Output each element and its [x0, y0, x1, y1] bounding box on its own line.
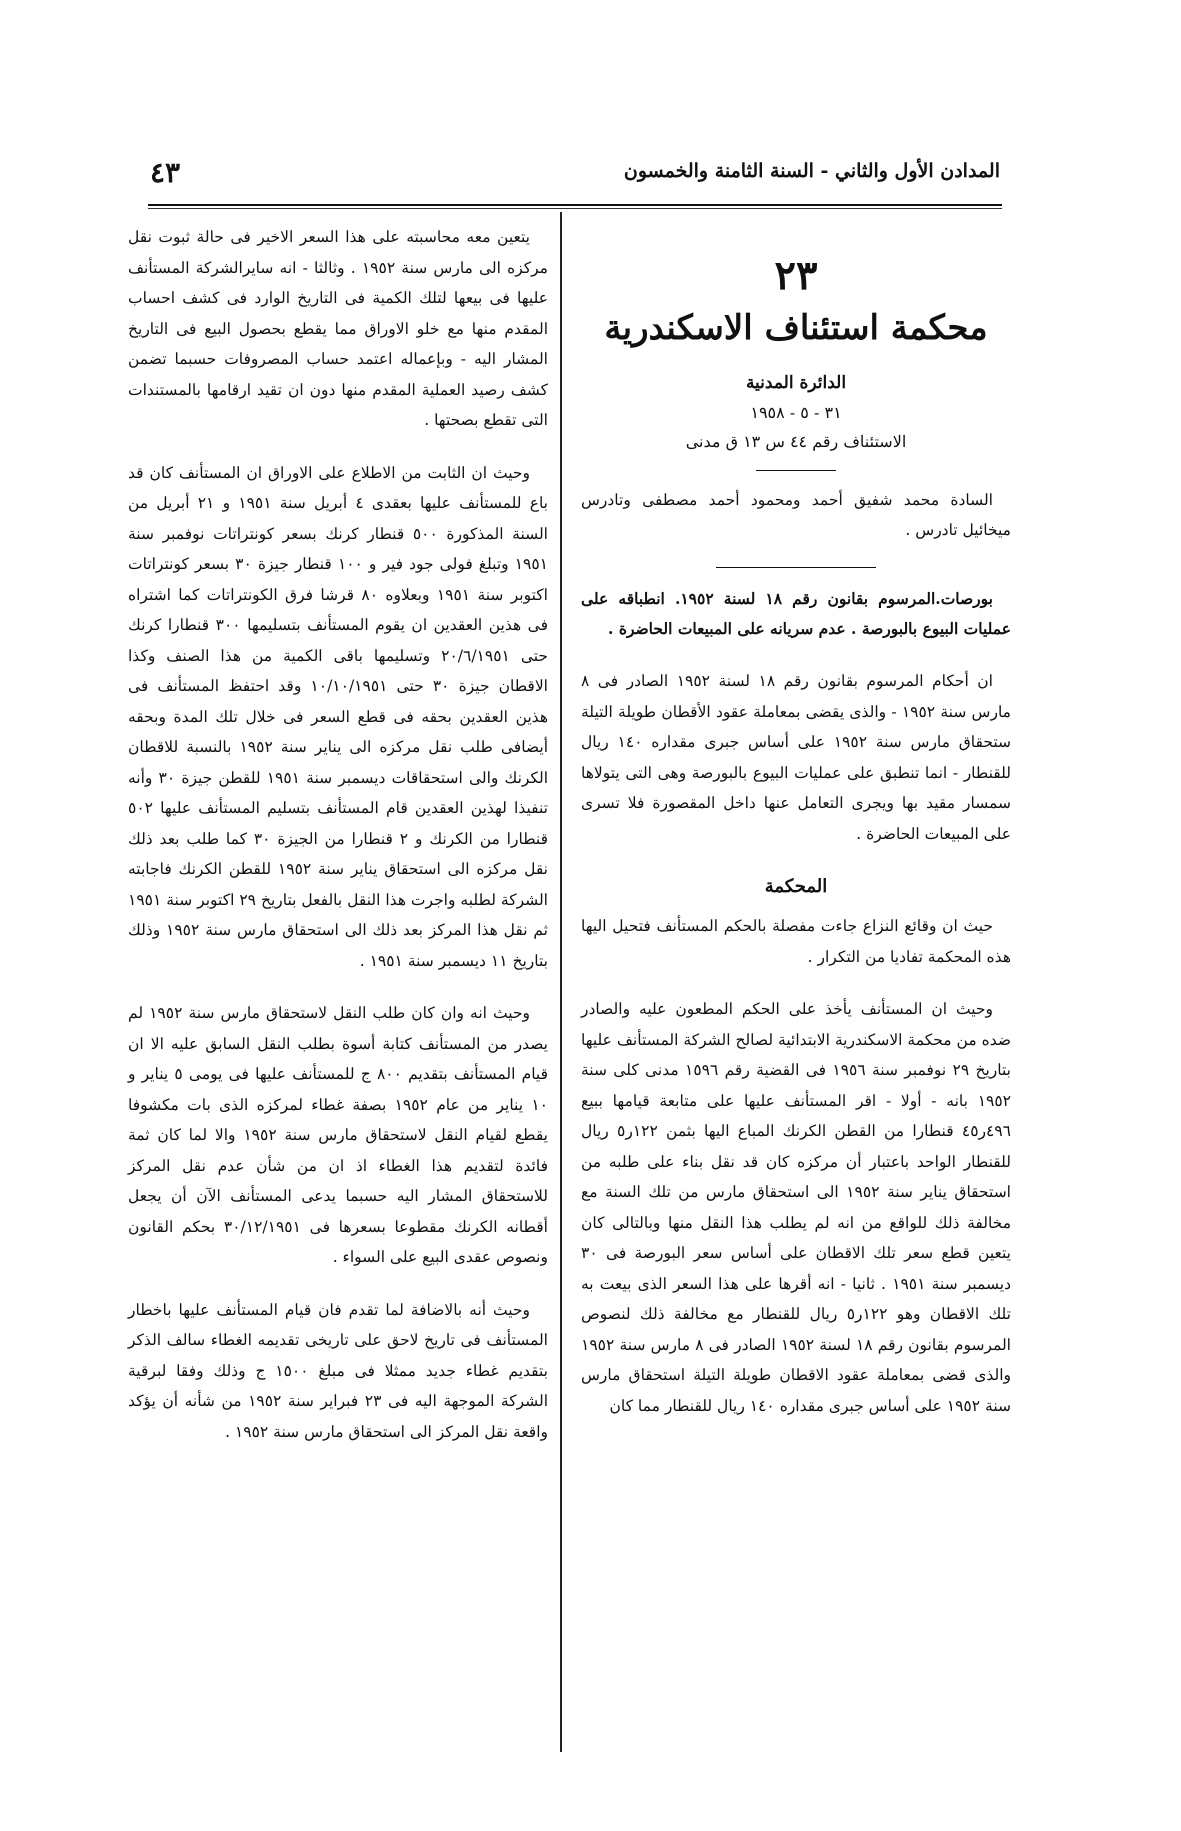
chamber-name: الدائرة المدنية [745, 373, 847, 393]
header-rule-thin [148, 208, 1002, 209]
court-paragraph: وحيث ان المستأنف يأخذ على الحكم المطعون عليه والصادر ضده من محكمة الاسكندرية الابتدائية لصالح الشركة المستأنف عليها بتاريخ ٢٩ نوفمبر سنة ١٩٥٦ فى القضية رقم ١٥٩٦ مدنى كلى سنة ١٩٥٢ بانه - أولا - اقر المستأنف عليها على متابعة قيامها ببيع ٤٩٦ر٤٥ قنطارا من القطن الكرنك المباع اليها بثمن ١٢٢ر٥ ريال للقنطار الواحد باعتبار أن مركزه كان قد نقل بناء على طلبه من استحقاق يناير سنة ١٩٥٢ الى استحقاق مارس من تلك السنة مع مخالفة ذلك للواقع من انه لم يطلب هذا النقل منها وبالتالى كان يتعين قطع سعر تلك الاقطان على أساس سعر البورصة فى ٣٠ ديسمبر سنة ١٩٥١ . ثانيا - انه أقرها على هذا السعر الذى بيعت به تلك الاقطان وهو ١٢٢ر٥ ريال للقنطار مع مخالفة ذلك لنصوص المرسوم بقانون رقم ١٨ لسنة ١٩٥٢ الصادر فى ٨ مارس سنة ١٩٥٢ والذى قضى بمعاملة عقود الاقطان طويلة التيلة استحقاق مارس سنة ١٩٥٢ على أساس جبرى مقداره ١٤٠ ريال للقنطار مما كان [581, 1000, 1012, 1415]
running-title: المدادن الأول والثاني - السنة الثامنة والخمسون [623, 160, 1000, 182]
left-column [128, 222, 548, 1469]
headnote: بورصات.المرسوم بقانون رقم ١٨ لسنة ١٩٥٢. انطباقه على عمليات البيوع بالبورصة . عدم سريانه على المبيعات الحاضرة . [581, 589, 1011, 638]
body-paragraph: وحيث أنه بالاضافة لما تقدم فان قيام المستأنف عليها باخطار المستأنف فى تاريخ لاحق على تاريخى تقديمه الغطاء سالف الذكر بتقديم غطاء جديد ممثلا فى مبلغ ١٥٠٠ ج وذلك وفقا لبرقية الشركة الموجهة اليه فى ٢٣ فبراير سنة ١٩٥٢ من شأنه أن يؤكد واقعة نقل المركز الى استحقاق مارس سنة ١٩٥٢ . [128, 1300, 549, 1441]
right-column [581, 222, 1011, 1443]
principle-paragraph: ان أحكام المرسوم بقانون رقم ١٨ لسنة ١٩٥٢ الصادر فى ٨ مارس سنة ١٩٥٢ - والذى يقضى بمعاملة عقود الأقطان طويلة التيلة ستحقاق مارس سنة ١٩٥٢ على أساس جبرى مقداره ١٤٠ ريال للقنطار - انما تنطبق على عمليات البيوع بالبورصة وهى التى يتولاها سمسار مقيد بها ويجرى التعامل عنها داخل المقصورة فلا تسرى على المبيعات الحاضرة . [581, 672, 1011, 843]
separator-rule [756, 470, 836, 471]
judges-list: السادة محمد شفيق أحمد ومحمود أحمد مصطفى وتادرس ميخائيل تادرس . [581, 491, 1011, 539]
column-divider [560, 212, 562, 1752]
body-paragraph: يتعين معه محاسبته على هذا السعر الاخير فى حالة ثبوت نقل مركزه الى مارس سنة ١٩٥٢ . وثالثا - انه سايرالشركة المستأنف عليها فى بيعها لتلك الكمية فى التاريخ الوارد فى كشف احساب المقدم منها مع خلو الاوراق مما يقطع بحصول البيع فى التاريخ المشار اليه - وبإعماله اعتمد حساب المصروفات حسبما تضمن كشف رصيد العملية المقدم منها دون ان تقيد ارقامها بالمستندات التى تقطع بصحتها . [128, 228, 548, 429]
separator-rule [716, 567, 876, 568]
case-number: ٢٣ [774, 252, 818, 299]
court-paragraph: حيث ان وقائع النزاع جاءت مفصلة بالحكم المستأنف فتحيل اليها هذه المحكمة تفاديا من التكرار . [581, 917, 1011, 966]
header-rule [148, 204, 1002, 206]
page-header [150, 156, 1000, 194]
judgment-date: ٣١ - ٥ - ١٩٥٨ [750, 403, 842, 422]
section-title: المحكمة [764, 876, 828, 897]
body-paragraph: وحيث انه وان كان طلب النقل لاستحقاق مارس سنة ١٩٥٢ لم يصدر من المستأنف كتابة أسوة بطلب النقل السابق عليه الا ان قيام المستأنف بتقديم ٨٠٠ ج للمستأنف عليها فى يومى ٥ يناير و ١٠ يناير من عام ١٩٥٢ بصفة غطاء لمركزه الذى بات مكشوفا يقطع لقيام النقل لاستحقاق مارس سنة ١٩٥٢ والا لما كان ثمة فائدة لتقديم هذا الغطاء اذ ان من شأن عدم نقل المركز للاستحقاق المشار اليه حسبما يدعى المستأنف الآن أن يجعل أقطانه الكرنك مقطوعا بسعرها فى ٣٠/١٢/١٩٥١ بحكم القانون ونصوص عقدى البيع على السواء . [128, 1004, 548, 1266]
page-number: ٤٣ [150, 156, 181, 189]
appeal-reference: الاستئناف رقم ٤٤ س ١٣ ق مدنى [685, 432, 907, 451]
body-paragraph: وحيث ان الثابت من الاطلاع على الاوراق ان المستأنف كان قد باع للمستأنف عليها بعقدى ٤ أبريل سنة ١٩٥١ و ٢١ أبريل من السنة المذكورة ٥٠٠ قنطار كرنك بسعر كونتراتات نوفمبر سنة ١٩٥١ وتبلغ فولى جود فير و ١٠٠ قنطار جيزة ٣٠ بسعر كونتراتات اكتوبر سنة ١٩٥١ وبعلاوه ٨٠ قرشا فرق الكونتراتات كما اشتراه فى هذين العقدين ان يقوم المستأنف بتسليمها ٣٠٠ قنطارا كرنك حتى ٢٠/٦/١٩٥١ وتسليمها باقى الكمية من هذا الصنف وكذا الاقطان جيزة ٣٠ حتى ١٠/١٠/١٩٥١ وقد احتفظ المستأنف فى هذين العقدين بحقه فى قطع السعر فى خلال تلك المدة وبحقه أيضافى طلب نقل مركزه الى يناير سنة ١٩٥٢ بالنسبة للاقطان الكرنك والى استحقاقات ديسمبر سنة ١٩٥١ للقطن جيزة ٣٠ وأنه تنفيذا لهذين العقدين قام المستأنف بتسليم المستأنف عليها ٥٠٢ قنطارا من الكرنك و ٢ قنطارا من الجيزة ٣٠ كما طلب بعد ذلك نقل مركزه الى استحقاق يناير سنة ١٩٥٢ للقطن الكرنك فاجابته الشركة لطلبه واجرت هذا النقل بالفعل بتاريخ ٢٩ اكتوبر سنة ١٩٥١ ثم نقل هذا المركز بعد ذلك الى استحقاق مارس سنة ١٩٥٢ وذلك بتاريخ ١١ ديسمبر سنة ١٩٥١ . [128, 463, 549, 970]
court-name: محكمة استئناف الاسكندرية [604, 308, 988, 348]
